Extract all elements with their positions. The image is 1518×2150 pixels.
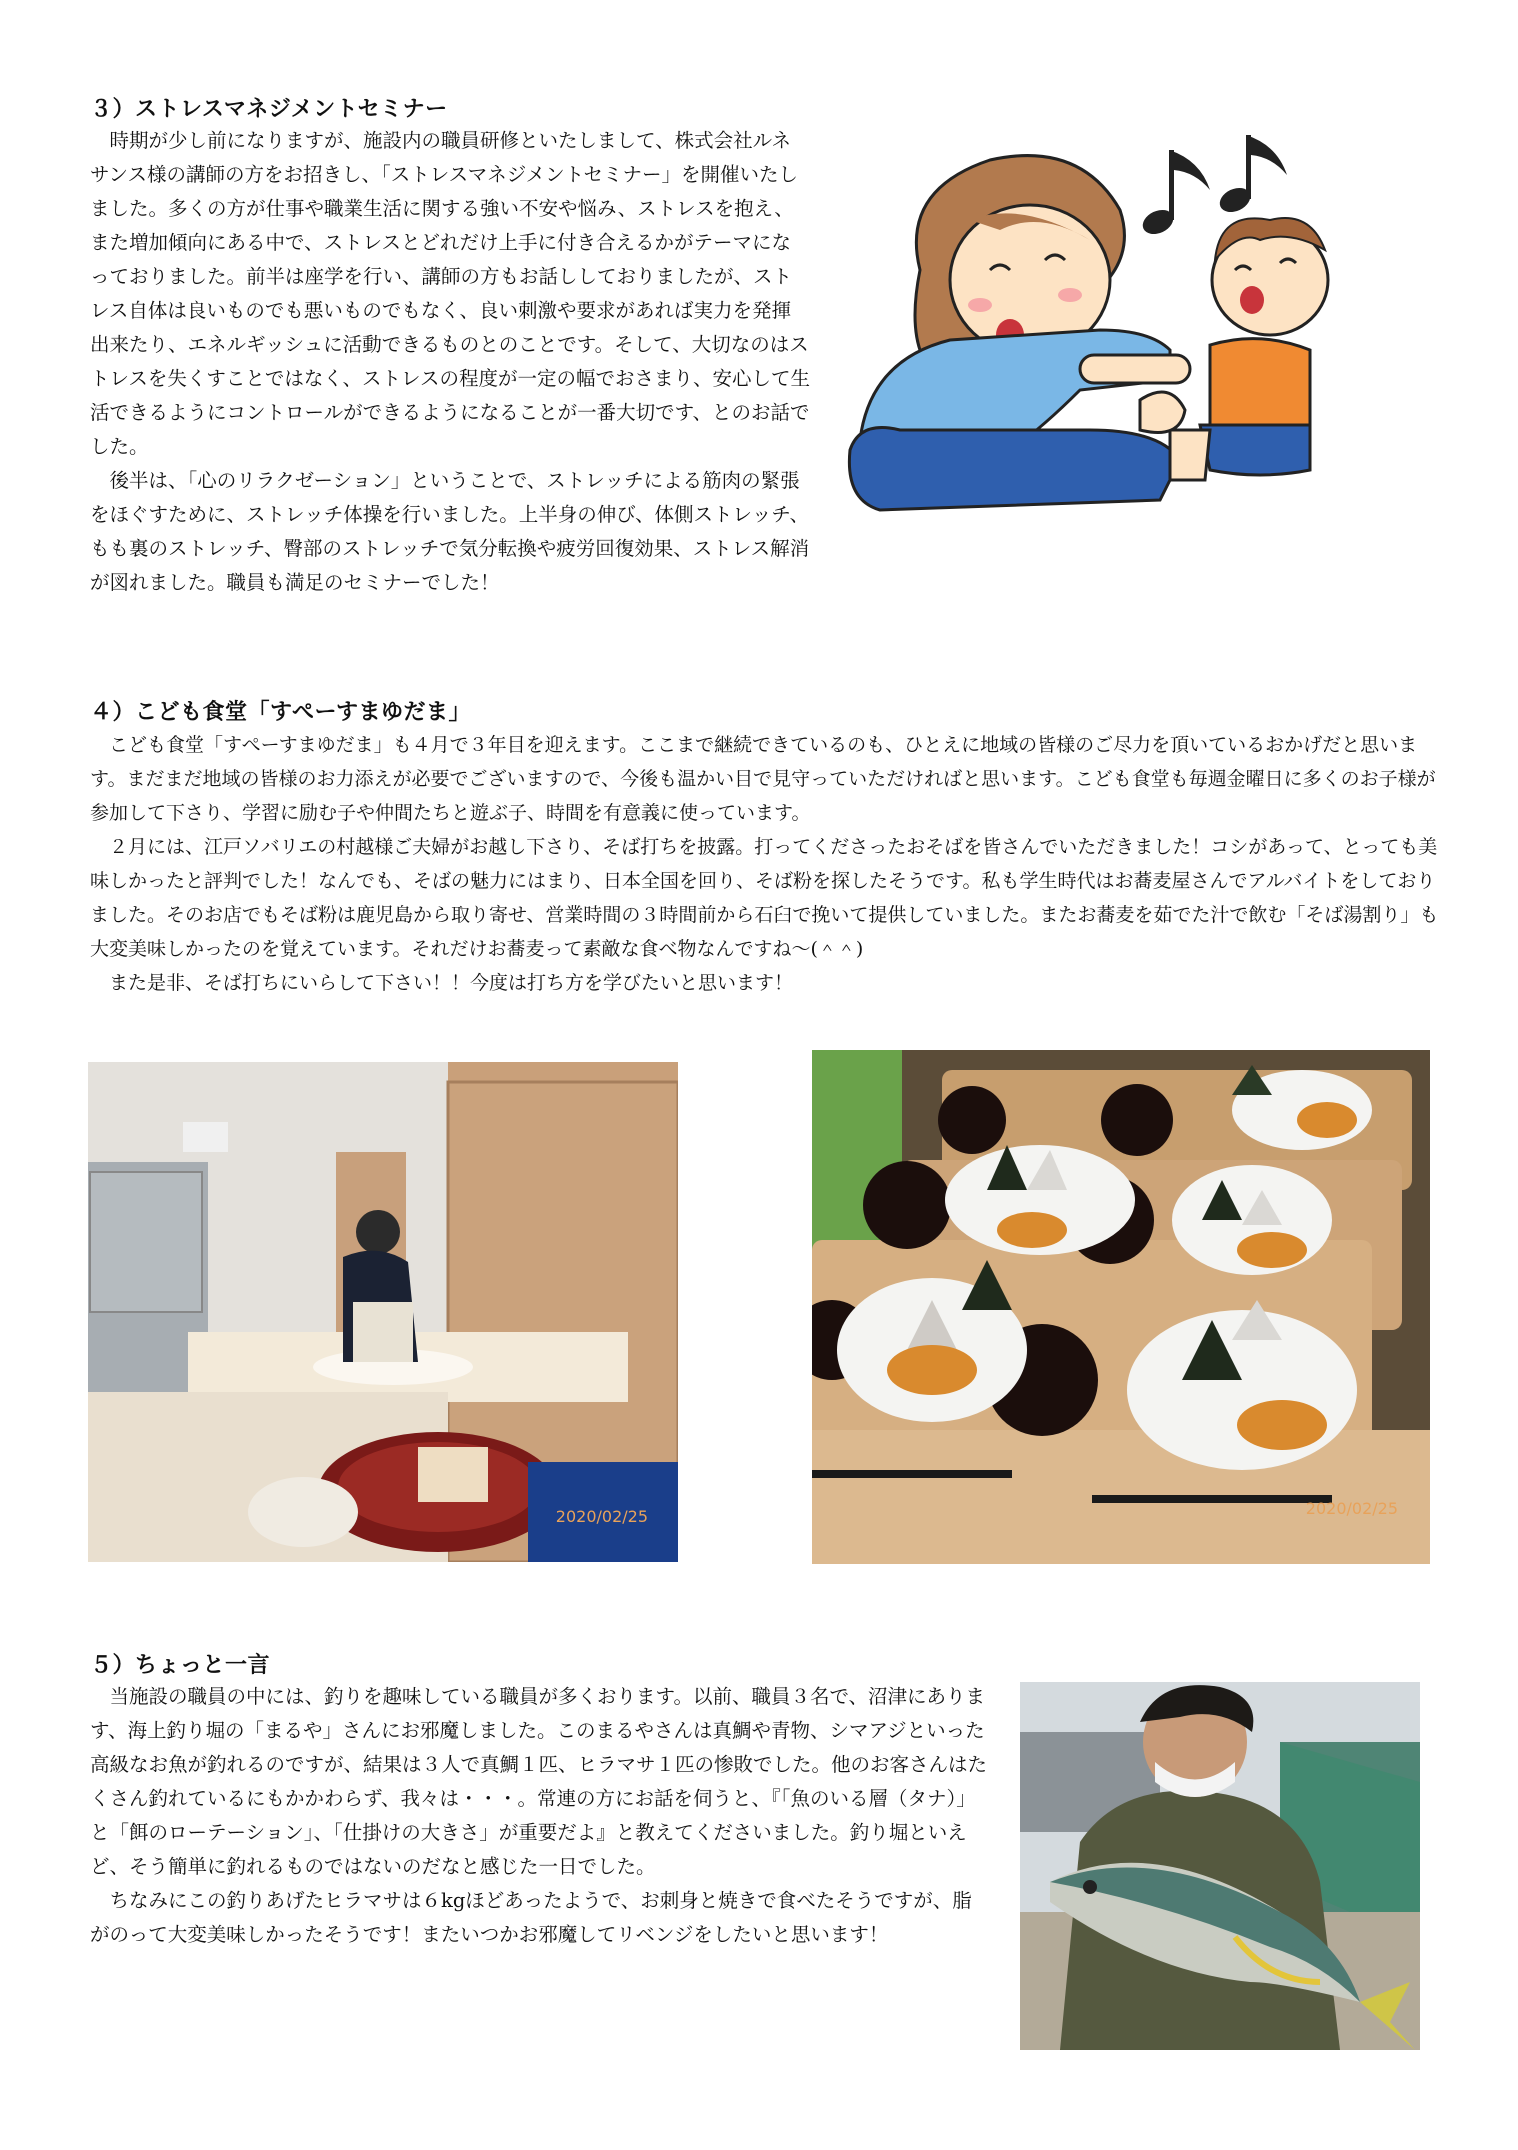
photo-date-stamp-1: 2020/02/25 (555, 1507, 648, 1526)
section5-paragraph-2: ちなみにこの釣りあげたヒラマサは６kgほどあったようで、お刺身と焼きで食べたそうですが、脂がのって大変美味しかったそうです！またいつかお邪魔してリベンジをしたいと思います！ (90, 1889, 972, 1946)
section5-heading: ５）ちょっと一言 (90, 1653, 271, 1678)
section4-paragraph-2: ２月には、江戸ソバリエの村越様ご夫婦がお越し下さり、そば打ちを披露。打ってくださったおそばを皆さんでいただきました！コシがあって、とっても美味しかったと評判でした！なんでも、そばの魅力にはまり、日本全国を回り、そば粉を探したそうです。私も学生時代はお蕎麦屋さんでアルバイトをしておりました。そのお店でもそば粉は鹿児島から取り寄せ、営業時間の３時間前から石臼で挽いて提供していました。またお蕎麦を茹でた汁で飲む「そば湯割り」も大変美味しかったのを覚えています。それだけお蕎麦って素敵な食べ物なんですね～(＾＾) (90, 836, 1439, 960)
fishing-photo (1020, 1682, 1420, 2050)
section3-paragraph-2: 後半は、「心のリラクゼーション」ということで、ストレッチによる筋肉の緊張をほぐすために、ストレッチ体操を行いました。上半身の伸び、体側ストレッチ、もも裏のストレッチ、臀部のストレッチで気分転換や疲労回復効果、ストレス解消が図れました。職員も満足のセミナーでした！ (90, 469, 810, 594)
meal-trays-photo (812, 1050, 1430, 1564)
section4-paragraph-3: また是非、そば打ちにいらして下さい！！今度は打ち方を学びたいと思います！ (109, 972, 794, 994)
section4-paragraph-1: こども食堂「すぺーすまゆだま」も４月で３年目を迎えます。ここまで継続できているのも、ひとえに地域の皆様のご尽力を頂いているおかげだと思います。まだまだ地域の皆様のお力添えが必要でございますので、今後も温かい目で見守っていただければと思います。こども食堂も毎週金曜日に多くのお子様が参加して下さり、学習に励む子や仲間たちと遊ぶ子、時間を有意義に使っています。 (90, 734, 1436, 824)
section3-heading: ３）ストレスマネジメントセミナー (90, 97, 448, 122)
section3-body (90, 124, 810, 600)
photo-date-stamp-2: 2020/02/25 (1305, 1499, 1398, 1518)
section5-body (90, 1680, 990, 1952)
section4-body (90, 728, 1450, 1000)
section4-heading: ４）こども食堂「すぺーすまゆだま」 (90, 700, 471, 725)
section5-paragraph-1: 当施設の職員の中には、釣りを趣味している職員が多くおります。以前、職員３名で、沼津にあります、海上釣り堀の「まるや」さんにお邪魔しました。このまるやさんは真鯛や青物、シマアジといった高級なお魚が釣れるのですが、結果は３人で真鯛１匹、ヒラマサ１匹の惨敗でした。他のお客さんはたくさん釣れているにもかかわらず、我々は・・・。常連の方にお話を伺うと、『「魚のいる層（タナ）」と「餌のローテーション」、「仕掛けの大きさ」が重要だよ』と教えてくださいました。釣り堀といえど、そう簡単に釣れるものではないのだなと感じた一日でした。 (90, 1685, 988, 1878)
section3-paragraph-1: 時期が少し前になりますが、施設内の職員研修といたしまして、株式会社ルネサンス様の講師の方をお招きし、「ストレスマネジメントセミナー」を開催いたしました。多くの方が仕事や職業生活に関する強い不安や悩み、ストレスを抱え、また増加傾向にある中で、ストレスとどれだけ上手に付き合えるかがテーマになっておりました。前半は座学を行い、講師の方もお話ししておりましたが、ストレス自体は良いものでも悪いものでもなく、良い刺激や要求があれば実力を発揮出来たり、エネルギッシュに活動できるものとのことです。そして、大切なのはストレスを失くすことではなく、ストレスの程度が一定の幅でおさまり、安心して生活できるようにコントロールができるようになることが一番大切です、とのお話でした。 (90, 129, 810, 458)
stretching-illustration (840, 130, 1340, 570)
soba-making-photo (88, 1062, 678, 1562)
